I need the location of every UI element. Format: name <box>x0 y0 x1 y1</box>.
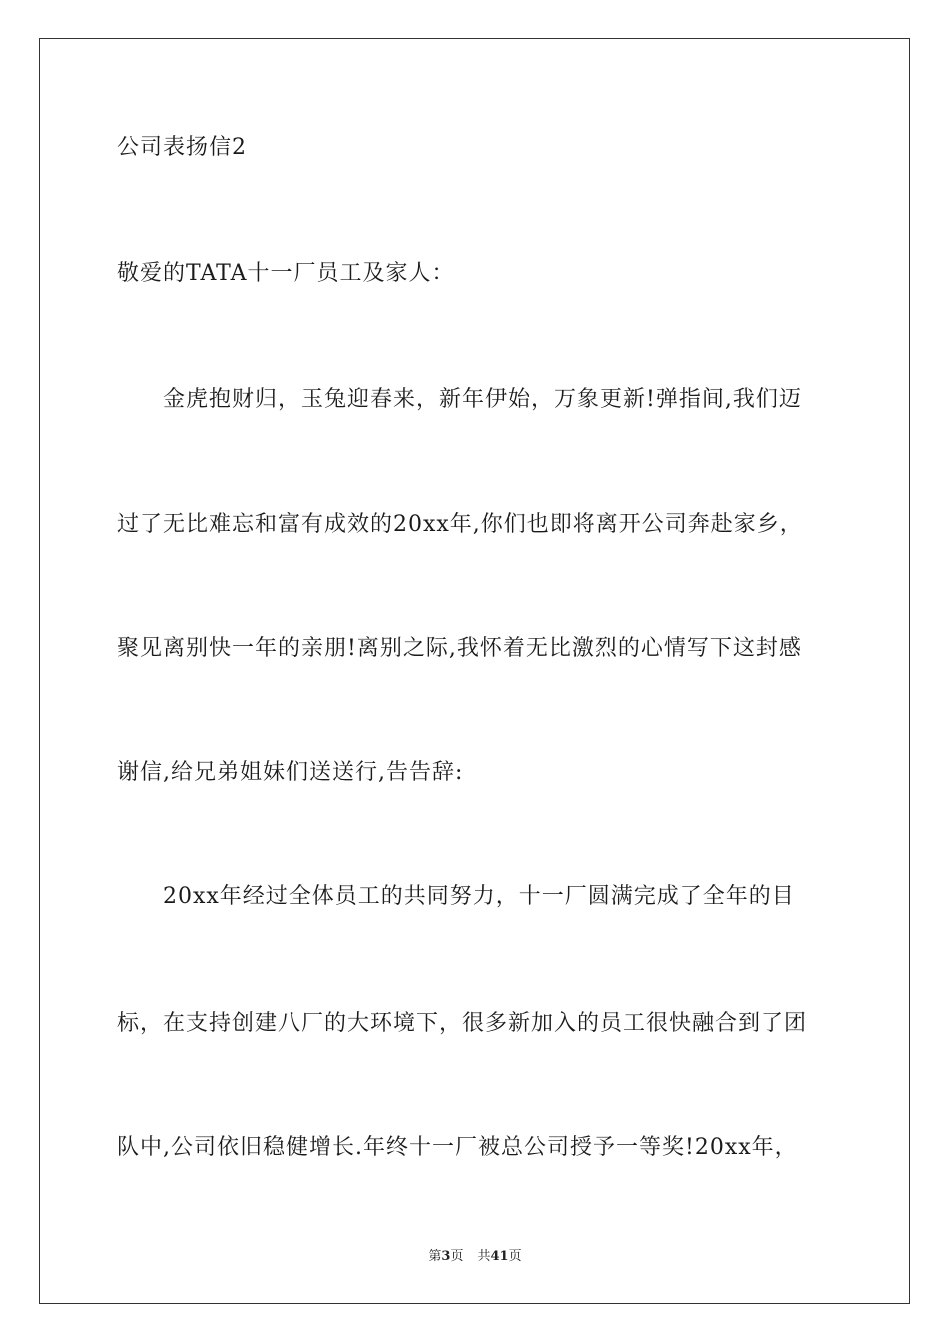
salutation: 敬爱的TATA十一厂员工及家人： <box>117 261 455 286</box>
total-prefix: 共 <box>477 1249 491 1264</box>
paragraph-line: 标，在支持创建八厂的大环境下，很多新加入的员工很快融合到了团 <box>117 1011 808 1036</box>
page-suffix: 页 <box>450 1249 464 1264</box>
paragraph-line: 谢信,给兄弟姐妹们送送行,告告辞: <box>117 760 464 785</box>
total-suffix: 页 <box>508 1249 522 1264</box>
document-heading: 公司表扬信2 <box>117 135 247 160</box>
paragraph-line: 过了无比难忘和富有成效的20xx年,你们也即将离开公司奔赴家乡， <box>117 512 803 537</box>
total-pages: 41 <box>490 1249 509 1264</box>
page-number: 3 <box>441 1249 451 1264</box>
paragraph-line: 聚见离别快一年的亲朋!离别之际,我怀着无比激烈的心情写下这封感 <box>117 636 802 661</box>
paragraph-line: 队中,公司依旧稳健增长.年终十一厂被总公司授予一等奖!20xx年， <box>117 1135 798 1160</box>
page-prefix: 第 <box>428 1249 442 1264</box>
paragraph-line: 20xx年经过全体员工的共同努力，十一厂圆满完成了全年的目 <box>163 884 795 909</box>
page-footer <box>0 1248 950 1266</box>
paragraph-line: 金虎抱财归，玉兔迎春来，新年伊始，万象更新!弹指间,我们迈 <box>163 387 802 412</box>
page-border <box>39 38 910 1304</box>
